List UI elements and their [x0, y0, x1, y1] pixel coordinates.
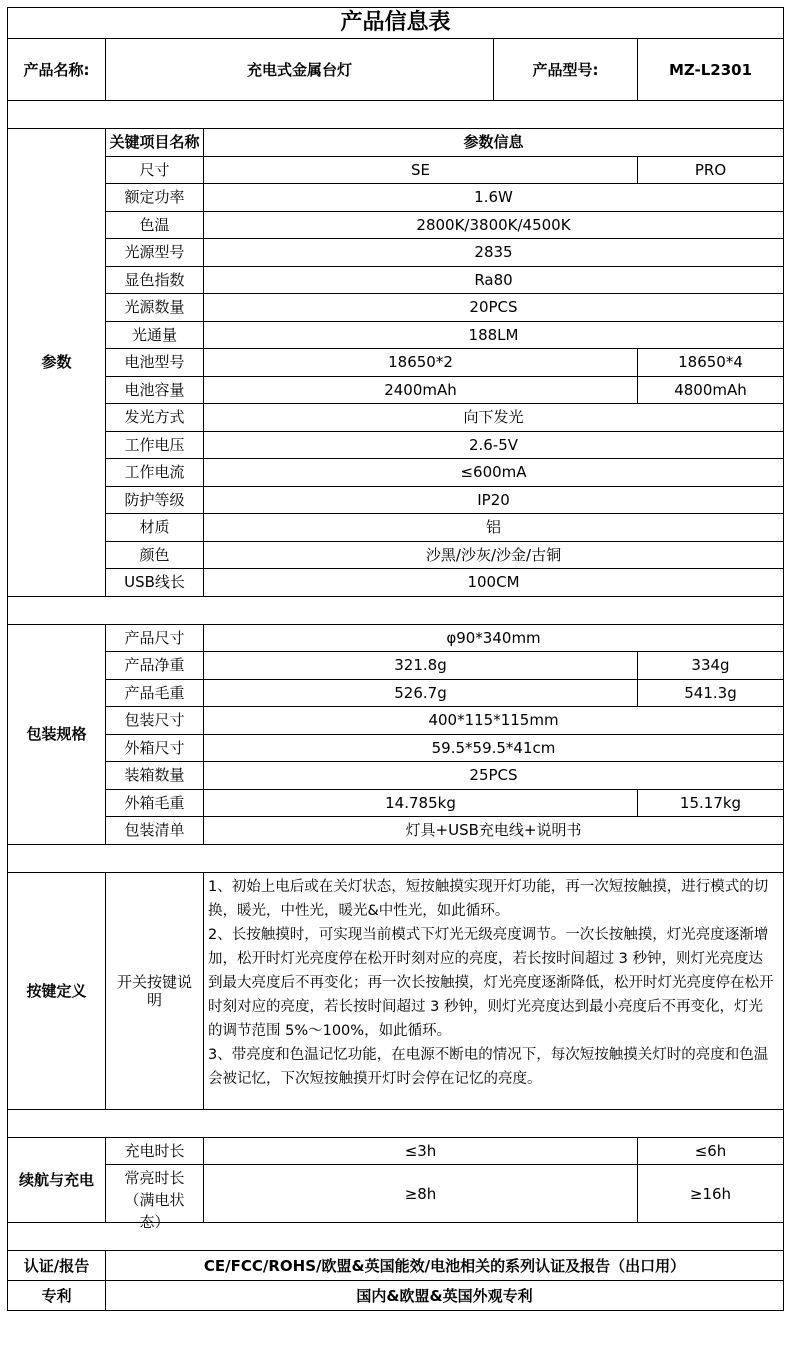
button-description [204, 872, 784, 1109]
table-row [8, 349, 784, 377]
column-header-key: 关键项目名称 [106, 129, 204, 157]
table-row [8, 321, 784, 349]
row-label: 光通量 [106, 321, 204, 349]
row-value: Ra80 [204, 266, 784, 294]
table-row [8, 486, 784, 514]
row-label: 光源数量 [106, 294, 204, 322]
spacer-row [8, 844, 784, 872]
row-label: 颜色 [106, 541, 204, 569]
table-row [8, 734, 784, 762]
spacer-row [8, 1223, 784, 1251]
description-paragraph: 1、初始上电后或在关灯状态，短按触摸实现开灯功能，再一次短按触摸，进行模式的切换，暖光，中性光，暖光&中性光，如此循环。 [208, 878, 769, 919]
row-value: 向下发光 [204, 404, 784, 432]
row-value: 100CM [204, 569, 784, 597]
row-label: 装箱数量 [106, 762, 204, 790]
table-row [8, 156, 784, 184]
row-label: 外箱尺寸 [106, 734, 204, 762]
row-value-pro: 18650*4 [638, 349, 784, 377]
row-value: 400*115*115mm [204, 707, 784, 735]
table-row [8, 707, 784, 735]
row-value-se: 526.7g [204, 679, 638, 707]
row-value-se: 2400mAh [204, 376, 638, 404]
row-label: 显色指数 [106, 266, 204, 294]
row-value: 1.6W [204, 184, 784, 212]
row-value: 灯具+USB充电线+说明书 [204, 817, 784, 845]
product-info-table [7, 7, 784, 1311]
row-label: 充电时长 [106, 1137, 204, 1165]
table-row [8, 184, 784, 212]
row-value: 188LM [204, 321, 784, 349]
row-label: 外箱毛重 [106, 789, 204, 817]
row-label: USB线长 [106, 569, 204, 597]
row-label: 产品毛重 [106, 679, 204, 707]
row-label: 额定功率 [106, 184, 204, 212]
table-row [8, 431, 784, 459]
row-value: φ90*340mm [204, 624, 784, 652]
row-value: 59.5*59.5*41cm [204, 734, 784, 762]
table-row [8, 541, 784, 569]
row-value-pro: ≥16h [638, 1165, 784, 1223]
description-paragraph: 3、带亮度和色温记忆功能，在电源不断电的情况下，每次短按触摸关灯时的亮度和色温会被记忆，下次短按触摸开灯时会停在记忆的亮度。 [208, 1046, 769, 1087]
product-model-label: 产品型号: [494, 39, 638, 101]
row-value-se: 321.8g [204, 652, 638, 680]
table-row [8, 514, 784, 542]
row-value-pro: PRO [638, 156, 784, 184]
row-value-pro: 541.3g [638, 679, 784, 707]
row-value: 20PCS [204, 294, 784, 322]
patent-value: 国内&欧盟&英国外观专利 [106, 1281, 784, 1311]
row-value: 2835 [204, 239, 784, 267]
row-label: 光源型号 [106, 239, 204, 267]
row-label [106, 1165, 204, 1231]
cert-value: CE/FCC/ROHS/欧盟&英国能效/电池相关的系列认证及报告（出口用） [106, 1251, 784, 1281]
row-label: 尺寸 [106, 156, 204, 184]
row-label: 包装清单 [106, 817, 204, 845]
row-value: ≤600mA [204, 459, 784, 487]
row-value-pro: 4800mAh [638, 376, 784, 404]
row-value: 25PCS [204, 762, 784, 790]
row-label: 材质 [106, 514, 204, 542]
row-value-se: 14.785kg [204, 789, 638, 817]
row-label: 色温 [106, 211, 204, 239]
spacer-row [8, 596, 784, 624]
table-row [8, 817, 784, 845]
battery-section-label: 续航与充电 [8, 1137, 106, 1223]
row-label: 电池型号 [106, 349, 204, 377]
product-model-value: MZ-L2301 [638, 39, 784, 101]
row-value-se: 18650*2 [204, 349, 638, 377]
row-label: 发光方式 [106, 404, 204, 432]
row-value: IP20 [204, 486, 784, 514]
table-row [8, 459, 784, 487]
row-label: 工作电压 [106, 431, 204, 459]
row-value-se: ≤3h [204, 1137, 638, 1165]
row-value: 2800K/3800K/4500K [204, 211, 784, 239]
packaging-section-label: 包装规格 [8, 624, 106, 844]
product-name-value: 充电式金属台灯 [106, 39, 494, 101]
table-row [8, 624, 784, 652]
buttons-section-label: 按键定义 [8, 872, 106, 1109]
row-label: 电池容量 [106, 376, 204, 404]
spacer-row [8, 101, 784, 129]
cert-label: 认证/报告 [8, 1251, 106, 1281]
row-value: 沙黑/沙灰/沙金/古铜 [204, 541, 784, 569]
description-paragraph: 2、长按触摸时，可实现当前模式下灯光无级亮度调节。一次长按触摸，灯光亮度逐渐增加，松开时灯光亮度停在松开时刻对应的亮度，若长按时间超过 3 秒钟，则灯光亮度达到最大亮度后不再变化；再一次长按触摸，灯光亮度逐渐降低，松开时灯光亮度停在松开时刻对应的亮度，若长按时间超过 3 秒钟，则灯光亮度达到最小亮度后不再变化，灯光的调节范围 5%～100%，如此循环。 [208, 926, 774, 1039]
table-row [8, 239, 784, 267]
params-section-label: 参数 [8, 129, 106, 597]
spacer-row [8, 1109, 784, 1137]
row-value-se: SE [204, 156, 638, 184]
row-value-pro: 334g [638, 652, 784, 680]
row-label-text: 常亮时长（满电状态） [124, 1169, 185, 1231]
row-label: 防护等级 [106, 486, 204, 514]
table-row [8, 211, 784, 239]
row-value: 铝 [204, 514, 784, 542]
table-row [8, 294, 784, 322]
row-value-pro: 15.17kg [638, 789, 784, 817]
row-label: 产品净重 [106, 652, 204, 680]
column-header-info: 参数信息 [204, 129, 784, 157]
table-row [8, 376, 784, 404]
patent-label: 专利 [8, 1281, 106, 1311]
table-row [8, 569, 784, 597]
row-value: 2.6-5V [204, 431, 784, 459]
table-row [8, 404, 784, 432]
button-item-label: 开关按键说明 [106, 872, 204, 1109]
product-name-label: 产品名称: [8, 39, 106, 101]
row-label: 产品尺寸 [106, 624, 204, 652]
table-row [8, 679, 784, 707]
table-row [8, 652, 784, 680]
row-value-pro: ≤6h [638, 1137, 784, 1165]
row-label: 包装尺寸 [106, 707, 204, 735]
row-value-se: ≥8h [204, 1165, 638, 1223]
table-row [8, 762, 784, 790]
row-label: 工作电流 [106, 459, 204, 487]
page-title: 产品信息表 [8, 8, 784, 39]
table-row [8, 789, 784, 817]
table-row [8, 266, 784, 294]
